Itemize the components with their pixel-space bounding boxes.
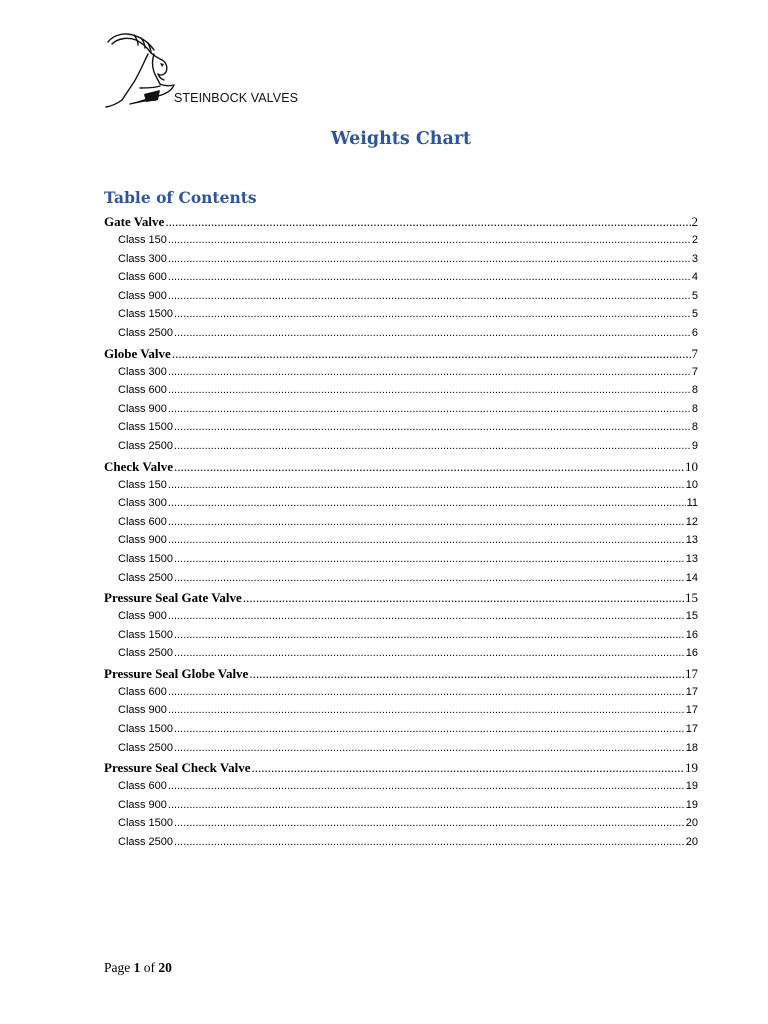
toc-entry-label: Class 600 bbox=[118, 271, 167, 284]
toc-entry-label: Class 1500 bbox=[118, 723, 174, 736]
toc-entry-page: 3 bbox=[691, 252, 698, 265]
toc-entry-link[interactable] bbox=[104, 683, 698, 702]
toc-entry-page: 20 bbox=[685, 836, 698, 849]
toc-dot-leader bbox=[168, 250, 691, 269]
page-footer bbox=[104, 960, 172, 976]
toc-section-page: 10 bbox=[685, 458, 698, 474]
toc-entry-label: Class 150 bbox=[118, 478, 167, 491]
toc-entry-page: 12 bbox=[685, 515, 698, 528]
toc-entry-label: Class 900 bbox=[118, 704, 167, 717]
toc-dot-leader bbox=[168, 683, 685, 702]
toc-entry-label: Class 2500 bbox=[118, 326, 174, 339]
toc-entry-page: 8 bbox=[691, 421, 698, 434]
toc-entry-label: Class 1500 bbox=[118, 552, 174, 565]
toc-entry-label: Class 2500 bbox=[118, 647, 174, 660]
toc-entry-label: Class 2500 bbox=[118, 741, 174, 754]
toc-section-page: 15 bbox=[685, 590, 698, 606]
toc-dot-leader bbox=[168, 494, 686, 513]
toc-entry-label: Class 150 bbox=[118, 234, 167, 246]
toc-dot-leader bbox=[174, 457, 684, 476]
toc-entry-link[interactable] bbox=[104, 494, 698, 513]
toc-entry-link[interactable] bbox=[104, 363, 698, 382]
toc-entry-page: 17 bbox=[685, 685, 698, 698]
toc-entry-label: Class 900 bbox=[118, 402, 167, 415]
toc-section-label: Pressure Seal Globe Valve bbox=[104, 665, 249, 681]
toc-entry-link[interactable] bbox=[104, 796, 698, 815]
toc-entry-link[interactable] bbox=[104, 701, 698, 720]
toc-entry-label: Class 900 bbox=[118, 798, 167, 811]
toc-dot-leader bbox=[174, 626, 685, 645]
toc-entry-label: Class 2500 bbox=[118, 836, 174, 849]
toc-entry-link[interactable] bbox=[104, 531, 698, 550]
toc-entry-page: 9 bbox=[691, 439, 698, 452]
toc-entry-link[interactable] bbox=[104, 437, 698, 456]
toc-entry-label: Class 300 bbox=[118, 252, 167, 265]
toc-section-page: 17 bbox=[685, 665, 698, 681]
toc-section-link[interactable] bbox=[104, 758, 698, 777]
toc-dot-leader bbox=[168, 381, 691, 400]
toc-dot-leader bbox=[243, 588, 684, 607]
toc-entry-label: Class 1500 bbox=[118, 421, 174, 434]
toc-section-page: 7 bbox=[691, 345, 698, 361]
toc-entry-label: Class 600 bbox=[118, 685, 167, 698]
toc-entry-link[interactable] bbox=[104, 644, 698, 663]
toc-dot-leader bbox=[252, 758, 685, 777]
toc-dot-leader bbox=[168, 531, 685, 550]
toc-dot-leader bbox=[168, 363, 691, 382]
toc-entry-page: 13 bbox=[685, 534, 698, 547]
toc-entry-link[interactable] bbox=[104, 476, 698, 495]
toc-entry-page: 15 bbox=[685, 610, 698, 623]
toc-entry-link[interactable] bbox=[104, 250, 698, 269]
toc-entry-page: 2 bbox=[691, 234, 698, 246]
toc-dot-leader bbox=[172, 344, 691, 363]
toc-dot-leader bbox=[174, 550, 685, 569]
toc-dot-leader bbox=[168, 796, 685, 815]
toc-entry-label: Class 2500 bbox=[118, 571, 174, 584]
toc-dot-leader bbox=[168, 287, 691, 306]
toc-entry-link[interactable] bbox=[104, 324, 698, 343]
footer-total-pages: 20 bbox=[158, 960, 172, 975]
toc-dot-leader bbox=[249, 664, 684, 683]
toc-entry-page: 11 bbox=[686, 497, 698, 510]
toc-dot-leader bbox=[174, 833, 685, 852]
toc-entry-link[interactable] bbox=[104, 814, 698, 833]
toc-entry-page: 14 bbox=[685, 571, 698, 584]
toc-entry-page: 6 bbox=[691, 326, 698, 339]
toc-entry-label: Class 300 bbox=[118, 365, 167, 378]
toc-section-page: 2 bbox=[691, 214, 698, 229]
toc-section-page: 19 bbox=[685, 760, 698, 776]
document-title: Weights Chart bbox=[330, 129, 472, 149]
toc-dot-leader bbox=[168, 777, 685, 796]
toc-entry-label: Class 600 bbox=[118, 384, 167, 397]
toc-entry-page: 7 bbox=[691, 365, 698, 378]
toc-section-label: Pressure Seal Gate Valve bbox=[104, 590, 242, 606]
toc-section-link[interactable] bbox=[104, 344, 698, 363]
toc-entry-link[interactable] bbox=[104, 550, 698, 569]
toc-section-link[interactable] bbox=[104, 457, 698, 476]
toc-entry-link[interactable] bbox=[104, 777, 698, 796]
toc-entry-link[interactable] bbox=[104, 607, 698, 626]
toc-entry-link[interactable] bbox=[104, 231, 698, 250]
footer-current-page: 1 bbox=[133, 960, 141, 975]
toc-entry-link[interactable] bbox=[104, 739, 698, 758]
toc-entry-label: Class 600 bbox=[118, 515, 167, 528]
toc-entry-label: Class 600 bbox=[118, 780, 167, 793]
toc-dot-leader bbox=[168, 476, 685, 495]
toc-entry-link[interactable] bbox=[104, 569, 698, 588]
ibex-goat-logo-icon bbox=[104, 30, 176, 110]
toc-entry-label: Class 1500 bbox=[118, 308, 174, 321]
toc-dot-leader bbox=[174, 437, 691, 456]
toc-entry-page: 8 bbox=[691, 384, 698, 397]
toc-entry-page: 19 bbox=[685, 780, 698, 793]
toc-entry-page: 16 bbox=[685, 628, 698, 641]
footer-prefix: Page bbox=[104, 960, 134, 975]
toc-section-link[interactable] bbox=[104, 588, 698, 607]
toc-dot-leader bbox=[165, 212, 690, 231]
toc-entry-link[interactable] bbox=[104, 381, 698, 400]
toc-section-label: Pressure Seal Check Valve bbox=[104, 760, 251, 776]
toc-dot-leader bbox=[174, 305, 691, 324]
toc-dot-leader bbox=[168, 400, 691, 419]
toc-entry-link[interactable] bbox=[104, 287, 698, 306]
toc-entry-link[interactable] bbox=[104, 626, 698, 645]
toc-entry-link[interactable] bbox=[104, 268, 698, 287]
toc-entry-label: Class 1500 bbox=[118, 628, 174, 641]
toc-dot-leader bbox=[174, 324, 691, 343]
toc-dot-leader bbox=[174, 644, 685, 663]
toc-entry-page: 20 bbox=[685, 817, 698, 830]
toc-entry-link[interactable] bbox=[104, 305, 698, 324]
toc-entry-label: Class 1500 bbox=[118, 817, 174, 830]
toc-entry-page: 19 bbox=[685, 798, 698, 811]
toc-entry-page: 5 bbox=[691, 308, 698, 321]
toc-dot-leader bbox=[168, 268, 691, 287]
toc-dot-leader bbox=[168, 701, 685, 720]
toc-entry-link[interactable] bbox=[104, 400, 698, 419]
toc-dot-leader bbox=[174, 814, 685, 833]
toc-entry-page: 4 bbox=[691, 271, 698, 284]
toc-section-label: Gate Valve bbox=[104, 214, 165, 229]
toc-entry-label: Class 2500 bbox=[118, 439, 174, 452]
toc-entry-page: 10 bbox=[685, 478, 698, 491]
toc-heading: Table of Contents bbox=[104, 188, 257, 207]
toc-section-link[interactable] bbox=[104, 212, 698, 231]
toc-entry-label: Class 900 bbox=[118, 289, 167, 302]
toc-entry-page: 18 bbox=[685, 741, 698, 754]
toc-entry-page: 17 bbox=[685, 723, 698, 736]
toc-entry-link[interactable] bbox=[104, 513, 698, 532]
toc-entry-label: Class 900 bbox=[118, 610, 167, 623]
toc-section-label: Check Valve bbox=[104, 458, 173, 474]
toc-section-label: Globe Valve bbox=[104, 345, 171, 361]
toc-dot-leader bbox=[168, 607, 685, 626]
toc-section-link[interactable] bbox=[104, 664, 698, 683]
page-header bbox=[104, 30, 364, 110]
toc-dot-leader bbox=[174, 418, 691, 437]
toc-entry-link[interactable] bbox=[104, 833, 698, 852]
company-name: STEINBOCK VALVES bbox=[174, 91, 299, 105]
toc-entry-label: Class 300 bbox=[118, 497, 167, 510]
toc-dot-leader bbox=[174, 569, 685, 588]
toc-entry-page: 16 bbox=[685, 647, 698, 660]
toc-dot-leader bbox=[174, 739, 685, 758]
toc-entry-page: 8 bbox=[691, 402, 698, 415]
toc-entry-page: 17 bbox=[685, 704, 698, 717]
toc-entry-page: 13 bbox=[685, 552, 698, 565]
toc-dot-leader bbox=[174, 720, 685, 739]
footer-middle: of bbox=[140, 960, 159, 975]
toc-dot-leader bbox=[168, 513, 685, 532]
toc-entry-link[interactable] bbox=[104, 418, 698, 437]
toc-entry-page: 5 bbox=[691, 289, 698, 302]
toc-entry-link[interactable] bbox=[104, 720, 698, 739]
toc-dot-leader bbox=[168, 231, 691, 250]
toc-entry-label: Class 900 bbox=[118, 534, 167, 547]
table-of-contents bbox=[104, 211, 698, 852]
